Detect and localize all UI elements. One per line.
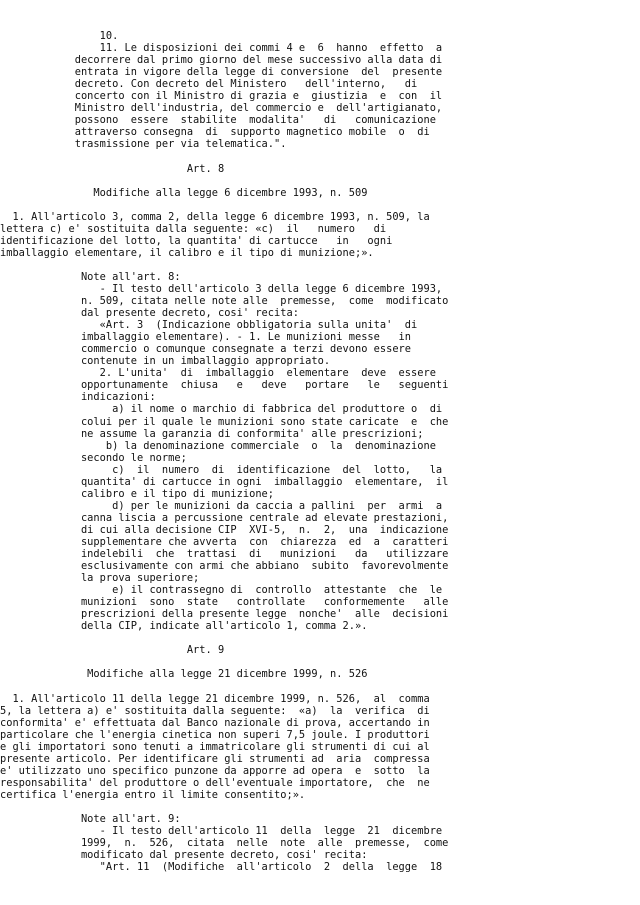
text-line: imballaggio elementare). - 1. Le munizioni messe in: [0, 331, 412, 344]
text-line: presente articolo. Per identificare gli strumenti ad aria compressa: [0, 752, 430, 765]
text-line: entrata in vigore della legge di conversione del presente: [0, 66, 443, 79]
text-line: conformita' e' effettuata dal Banco nazionale di prova, accertando in: [0, 716, 430, 729]
text-line: a) il nome o marchio di fabbrica del produttore o di: [0, 403, 443, 416]
text-line: e) il contrassegno di controllo attestante che le: [0, 584, 443, 597]
text-line: 2. L'unita' di imballaggio elementare deve essere: [0, 367, 436, 380]
blank-line: [0, 199, 640, 211]
blank-line: [0, 681, 640, 693]
text-line: c) il numero di identificazione del lotto, la: [0, 463, 443, 476]
text-line: della CIP, indicate all'articolo 1, comma 2.».: [0, 620, 368, 633]
text-line: indelebili che trattasi di munizioni da utilizzare: [0, 548, 449, 561]
text-line: calibro e il tipo di munizione;: [0, 487, 275, 500]
text-line: lettera c) e' sostituita dalla seguente: «c) il numero di: [0, 222, 387, 235]
blank-line: [0, 259, 640, 271]
text-line: 10.: [0, 30, 119, 42]
text-line: - Il testo dell'articolo 11 della legge 21 dicembre: [0, 825, 443, 838]
text-line: 1. All'articolo 3, comma 2, della legge 6 dicembre 1993, n. 509, la: [0, 210, 430, 223]
text-line: b) la denominazione commerciale o la denominazione: [0, 439, 436, 452]
text-line: ne assume la garanzia di conformita' alle prescrizioni;: [0, 427, 424, 440]
text-line: responsabilita' del produttore o dell'eventuale importatore, che ne: [0, 776, 430, 789]
text-line: canna liscia a percussione centrale ad elevate prestazioni,: [0, 511, 449, 524]
text-line: possono essere stabilite modalita' di comunicazione: [0, 114, 436, 127]
text-line: 1999, n. 526, citata nelle note alle premesse, come: [0, 837, 449, 850]
text-line: Modifiche alla legge 6 dicembre 1993, n. 509: [0, 186, 368, 199]
text-line: Note all'art. 8:: [0, 270, 181, 283]
text-line: «Art. 3 (Indicazione obbligatoria sulla unita' di: [0, 319, 418, 332]
text-line: decorrere dal primo giorno del mese successivo alla data di: [0, 54, 443, 67]
text-line: Note all'art. 9:: [0, 813, 181, 826]
text-line: munizioni sono state controllate conformemente alle: [0, 596, 449, 609]
text-line: 11. Le disposizioni dei commi 4 e 6 hanno effetto a: [0, 42, 443, 55]
text-line: decreto. Con decreto del Ministero dell'interno, di: [0, 78, 418, 91]
text-line: e gli importatori sono tenuti a immatricolare gli strumenti di cui al: [0, 740, 430, 753]
text-line: Ministro dell'industria, del commercio e dell'artigianato,: [0, 102, 443, 115]
text-line: Art. 8: [0, 162, 225, 175]
text-line: opportunamente chiusa e deve portare le seguenti: [0, 379, 449, 392]
document-body: [0, 30, 640, 873]
text-line: secondo le norme;: [0, 451, 187, 464]
text-line: dal presente decreto, cosi' recita:: [0, 307, 299, 320]
text-line: trasmissione per via telematica.".: [0, 138, 287, 151]
text-line: concerto con il Ministro di grazia e giustizia e con il: [0, 90, 443, 103]
text-line: indicazioni:: [0, 391, 156, 404]
text-line: 5, la lettera a) e' sostituita dalla seguente: «a) la verifica di: [0, 704, 430, 717]
text-line: certifica l'energia entro il limite consentito;».: [0, 788, 306, 801]
text-line: imballaggio elementare, il calibro e il tipo di munizione;».: [0, 246, 374, 259]
text-line: la prova superiore;: [0, 572, 200, 585]
text-line: colui per il quale le munizioni sono state caricate e che: [0, 415, 449, 428]
text-line: Art. 9: [0, 644, 225, 657]
text-line: Modifiche alla legge 21 dicembre 1999, n. 526: [0, 668, 368, 681]
blank-line: [0, 150, 640, 162]
text-line: "Art. 11 (Modifiche all'articolo 2 della legge 18: [0, 861, 443, 874]
blank-line: [0, 632, 640, 644]
blank-line: [0, 656, 640, 668]
text-line: - Il testo dell'articolo 3 della legge 6 dicembre 1993,: [0, 282, 443, 295]
text-line: modificato dal presente decreto, cosi' recita:: [0, 849, 368, 862]
text-line: e' utilizzato uno specifico punzone da apporre ad opera e sotto la: [0, 764, 430, 777]
text-line: attraverso consegna di supporto magnetico mobile o di: [0, 126, 430, 139]
blank-line: [0, 801, 640, 813]
text-line: n. 509, citata nelle note alle premesse, come modificato: [0, 295, 449, 308]
text-line: d) per le munizioni da caccia a pallini per armi a: [0, 499, 443, 512]
text-line: identificazione del lotto, la quantita' di cartucce in ogni: [0, 234, 393, 247]
text-line: prescrizioni della presente legge nonche' alle decisioni: [0, 608, 449, 621]
text-line: supplementare che avverta con chiarezza ed a caratteri: [0, 535, 449, 548]
text-line: esclusivamente con armi che abbiano subito favorevolmente: [0, 560, 449, 573]
text-line: particolare che l'energia cinetica non superi 7,5 joule. I produttori: [0, 728, 430, 741]
text-line: di cui alla decisione CIP XVI-5, n. 2, una indicazione: [0, 523, 449, 536]
blank-line: [0, 175, 640, 187]
text-line: contenute in un imballaggio appropriato.: [0, 355, 331, 368]
text-line: 1. All'articolo 11 della legge 21 dicembre 1999, n. 526, al comma: [0, 692, 430, 705]
text-line: commercio o comunque consegnate a terzi devono essere: [0, 343, 412, 356]
text-line: quantita' di cartucce in ogni imballaggio elementare, il: [0, 475, 449, 488]
